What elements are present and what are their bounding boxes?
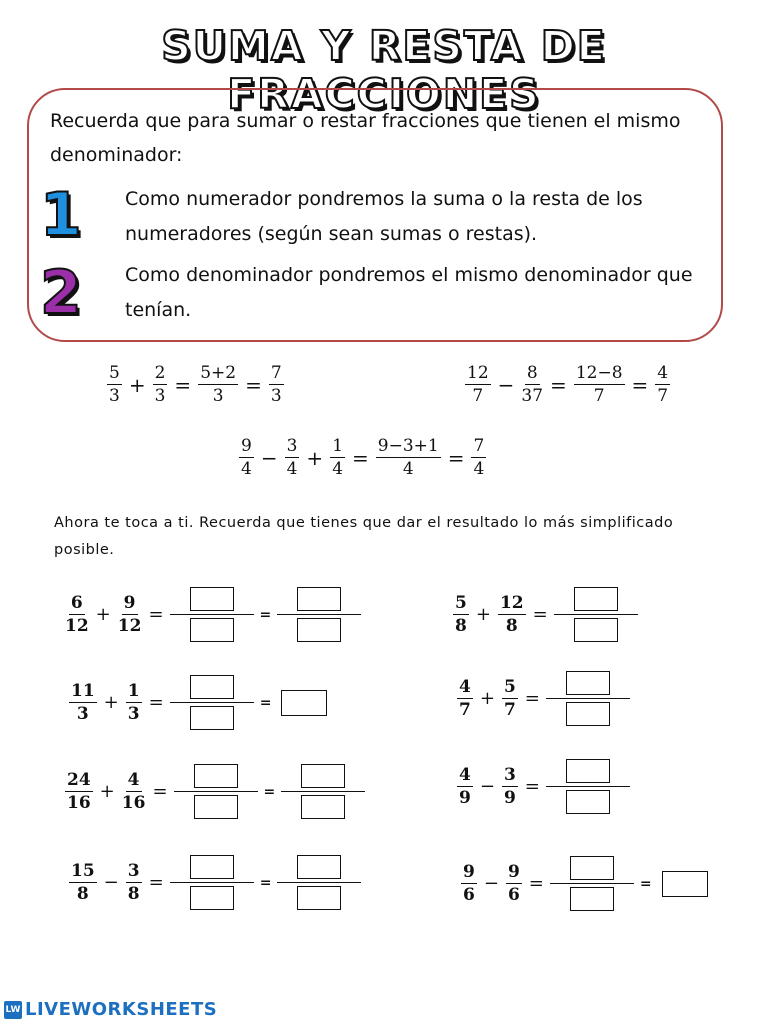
example-2: $\frac{12}{7}$ − $\frac{8}{37}$ = $\frac{12-8}{7}$ = $\frac{4}{7}$: [467, 363, 669, 406]
page-title: SUMA Y RESTA DE FRACCIONES: [161, 22, 607, 118]
fraction: $\frac{8}{37}$: [521, 363, 544, 406]
number-one-icon: 1: [40, 180, 82, 250]
exercise-3: $\frac{11}{3}$ + $\frac{1}{3}$ = =: [66, 675, 327, 730]
fraction: $\frac{12-8}{7}$: [575, 363, 623, 406]
exercise-5: $\frac{24}{16}$ + $\frac{4}{16}$ = =: [62, 764, 367, 819]
denominator-input[interactable]: [190, 618, 234, 642]
answer-fraction: [170, 675, 254, 730]
answer-fraction: [554, 587, 638, 642]
answer-fraction: [550, 856, 634, 911]
fraction: $\frac{12}{7}$: [467, 363, 489, 406]
denominator-input[interactable]: [194, 795, 238, 819]
intro-text: Recuerda que para sumar o restar fracciones que tienen el mismo denominador:: [50, 110, 681, 166]
numerator-input[interactable]: [190, 855, 234, 879]
exercise-4: $\frac{4}{7}$ + $\frac{5}{7}$ =: [454, 671, 632, 726]
exercise-6: $\frac{4}{9}$ − $\frac{3}{9}$ =: [454, 759, 632, 814]
answer-fraction: [546, 759, 630, 814]
footer-logo[interactable]: [4, 999, 217, 1020]
numerator-input[interactable]: [566, 671, 610, 695]
fraction: $\frac{7}{4}$: [473, 436, 485, 479]
exercise-1: $\frac{6}{12}$ + $\frac{9}{12}$ = =: [62, 587, 363, 642]
numerator-input[interactable]: [570, 856, 614, 880]
denominator-input[interactable]: [301, 795, 345, 819]
denominator-input[interactable]: [574, 618, 618, 642]
number-two-icon: 2: [40, 258, 82, 328]
numerator-input[interactable]: [301, 764, 345, 788]
denominator-input[interactable]: [570, 887, 614, 911]
rule-two-text: Como denominador pondremos el mismo denominador que tenían.: [125, 264, 693, 321]
answer-fraction: [546, 671, 630, 726]
simplified-fraction: [277, 855, 361, 910]
answer-fraction: [170, 855, 254, 910]
numerator-input[interactable]: [190, 587, 234, 611]
fraction: $\frac{2}{3}$: [154, 363, 166, 406]
denominator-input[interactable]: [297, 886, 341, 910]
denominator-input[interactable]: [566, 702, 610, 726]
fraction: $\frac{9}{4}$: [241, 436, 252, 479]
answer-fraction: [170, 587, 254, 642]
numerator-input[interactable]: [574, 587, 618, 611]
fraction: $\frac{9-3+1}{4}$: [377, 436, 439, 479]
fraction: $\frac{7}{3}$: [270, 363, 282, 406]
fraction: $\frac{5+2}{3}$: [200, 363, 237, 406]
numerator-input[interactable]: [194, 764, 238, 788]
numerator-input[interactable]: [297, 855, 341, 879]
fraction: $\frac{5}{3}$: [109, 363, 120, 406]
exercise-2: $\frac{5}{8}$ + $\frac{12}{8}$ =: [450, 587, 640, 642]
exercise-8: $\frac{9}{6}$ − $\frac{9}{6}$ = =: [458, 856, 708, 911]
integer-input[interactable]: [662, 871, 708, 897]
exercise-7: $\frac{15}{8}$ − $\frac{3}{8}$ = =: [66, 855, 363, 910]
numerator-input[interactable]: [190, 675, 234, 699]
numerator-input[interactable]: [297, 587, 341, 611]
simplified-fraction: [277, 587, 361, 642]
liveworksheets-icon: LW: [4, 1001, 22, 1019]
example-1: $\frac{5}{3}$ + $\frac{2}{3}$ = $\frac{5+2}{3}$ = $\frac{7}{3}$: [109, 363, 282, 406]
denominator-input[interactable]: [566, 790, 610, 814]
denominator-input[interactable]: [190, 706, 234, 730]
denominator-input[interactable]: [297, 618, 341, 642]
example-3: $\frac{9}{4}$ − $\frac{3}{4}$ + $\frac{1}{4}$ = $\frac{9-3+1}{4}$ = $\frac{7}{4}$: [241, 436, 485, 479]
instructions-text: Ahora te toca a ti. Recuerda que tienes que dar el resultado lo más simplificado posible.: [54, 515, 674, 558]
fraction: $\frac{3}{4}$: [286, 436, 298, 479]
numerator-input[interactable]: [566, 759, 610, 783]
answer-fraction: [174, 764, 258, 819]
fraction: $\frac{1}{4}$: [332, 436, 344, 479]
brand-name: LIVEWORKSHEETS: [25, 999, 218, 1020]
denominator-input[interactable]: [190, 886, 234, 910]
integer-input[interactable]: [281, 690, 327, 716]
simplified-fraction: [281, 764, 365, 819]
rule-one-text: Como numerador pondremos la suma o la resta de los numeradores (según sean sumas o restas).: [125, 188, 643, 245]
fraction: $\frac{4}{7}$: [657, 363, 669, 406]
